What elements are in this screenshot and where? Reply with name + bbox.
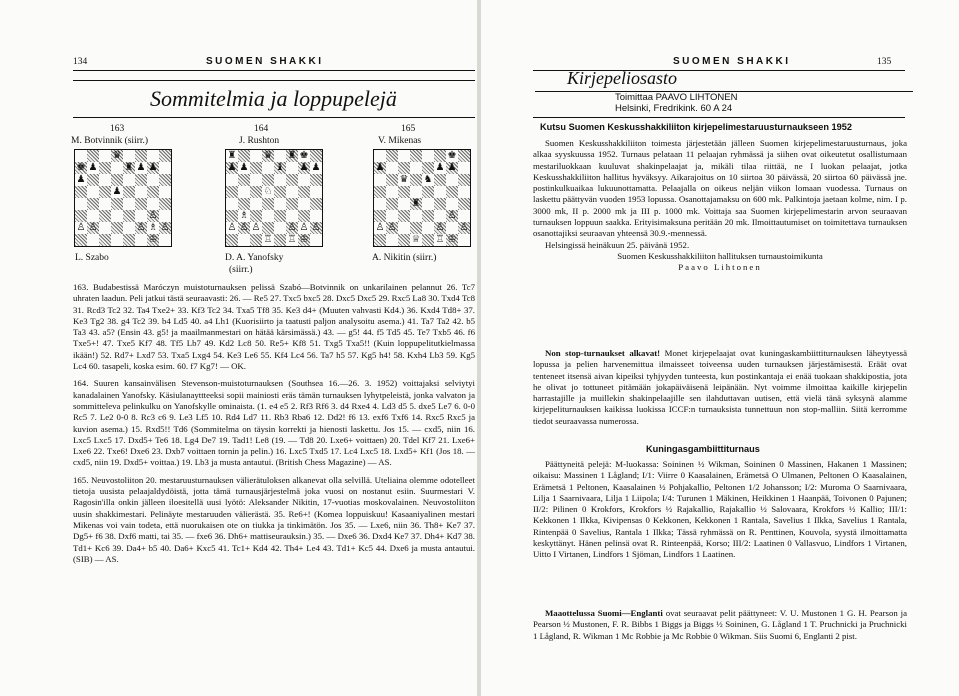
diagram-caption-top: M. Botvinnik (siirr.) <box>71 136 149 146</box>
chess-piece-icon: ♗ <box>148 222 158 233</box>
diagram-caption-top: V. Mikenas <box>378 136 422 146</box>
section-title: Sommitelmia ja loppupelejä <box>150 86 397 111</box>
kirjepeli-title: Kirjepeliosasto <box>567 68 678 88</box>
chess-piece-icon: ♟ <box>299 162 309 173</box>
diagram-caption-bottom: L. Szabo <box>75 253 109 263</box>
chess-piece-icon: ♜ <box>411 198 421 209</box>
paragraph: 165. Neuvostoliiton 20. mestaruusturnauksen välierätuloksen alkanevat olla selvillä. Uteliaina olemme odotelleet tietoja uusista pelaajaldydöistä, jotta tämä turnausjärjestelmä joka vuosi on nostanut esiin. Suurmestari V. Ragosin'illa onkin jälleen iloesitellä uusi lyötö: Aleksander Nikitin, 17-vuotias moskovalainen. Neuvostoliiton uusin shakkimestari. Pelinäyte mestaruuden välierästä. 35. Re6+! (Komea loppuiskuu! Kasaaniyalinen mestari Mikenas voi vain todeta, että nuorukaisen ote on tiukka ja tinkimätön. Jos 35. — Lxe6, niin 36. Th8+ Ke7 37. Dg5+ f6 38. Dxf6 matti, tai 35. — fxe6 36. Dh6+ mattiseurauksin.) 35. — Dxe6 36. Dxd4 Ke7 37. Dh4+ Kd7 38. Td1+ Kc6 39. Da4+ b5 40. Da6+ Kxc5 41. Tc1+ Kd4 42. Th4+ Le4 43. Td1+ Kc5 44. Dxe6 ja musta antautui. (SIB) — AS. <box>73 474 475 564</box>
heading: Maaottelussa Suomi—Englanti <box>545 608 663 618</box>
chess-piece-icon: ♙ <box>88 222 98 233</box>
article-body <box>533 608 907 642</box>
chess-piece-icon: ♙ <box>375 222 385 233</box>
diagram-caption-bottom: (siirr.) <box>229 265 253 275</box>
chess-piece-icon: ♙ <box>311 222 321 233</box>
diagram-number: 163 <box>110 124 125 134</box>
paragraph: Monet kirjepelaajat ovat kuningaskambiittiturnauksen läheytyessä lopussa ja pelien harvenemittua ilmaisseet toiveensa uuden turnauksen järjestämisestä. Eräät ovat tenteneet itsensä aivan kipeiksi tyhjyyden tunteesta, kun postinkantaja ei enää tuokaan shakkipostia, jota he olivat jo tottuneet pitämään jokapäiväisenä leipänään. Nyt voimme ilmoittaa kaikille kirjepelin harrastajille ja muillekin shakinpelaajille sen ilahduttavan uutisen, että vielä tänä syksynä alamme kirjepeliturnauksen kaikissa luokissa ICCF:n turnauksista tunnettuun non stop-malliin. Siitä kerromme tiedot seuraavassa numerossa. <box>533 348 908 426</box>
heading: Kuningasgambiittiturnaus <box>646 444 760 454</box>
paragraph: 163. Budabestissä Maróczyn muistoturnauksen pelissä Szabó—Botvinnik on unkarilainen pelannut 26. Tc7 uhraten laadun. Peli jatkui tästä seuraavasti: 26. — Re5 27. Txc5 bxc5 28. Dxc5 Dxc5 29. Rxc5 La8 30. Txd4 Tc8 31. Rcd3 Tc2 32. Ta4 Txe2+ 33. Kf3 Tc2 34. Txa5 Tf8 35. Ke3 d4+ (Muuten vahvasti Kd4.) 36. Kxd4 Td8+ 37. Ke3 Tg2 38. g4 Tc2 39. b4 Ld5 40. a4 Lh1 (Kuorisiirto ja taatusti paljon analysoitu asema.) 41. Ta7 Ta2 42. b5 Ta3 43. a5? (Ensin 43. g5! ja maailmanmestari on hätää kärsimässä.) 43. — g5! 44. f5 Td5 45. Te7 Txb5 46. f6 Txe5+! 47. Txe5 Kf7 48. Tf5 Lb7 49. Kd2 Lc8 50. Re5+ Kf8 51. Txg5 Txa5!! (Kuin loppupelitutkielmassa ikään!) 52. Rd7+ Lxd7 53. Txa5 Lxg4 54. Ke3 Le6 55. Kf4 Lc4 56. Ta7 h5 57. Kg5 h4! 58. Kxh4 Lb3 59. Kg5 Lc4 60. tasapeli, koska esim. 60. f7 Kg7! — OK. <box>73 282 476 372</box>
chess-piece-icon: ♟ <box>447 162 457 173</box>
chess-piece-icon: ♙ <box>435 222 445 233</box>
editor-line: Helsinki, Fredrikink. 60 A 24 <box>615 103 733 115</box>
paragraph: ovat seuraavat pelit päättyneet: V. U. Mustonen 1 G. H. Pearson ja Pearson ½ Mustonen, F. R. Bibbs 1 Biggs ja Biggs ½ Soininen, G. Lågland 1 T. Pruchnicki ja Pruchnicki 1 Lågland, R. Wikman 1 Mc Robbie ja Mc Robbie 0 Wikman. Siis Suomi 6, Englanti 2 pist. <box>533 608 908 641</box>
chess-piece-icon: ♖ <box>287 234 297 245</box>
chess-piece-icon: ♟ <box>136 162 146 173</box>
heading: Non stop-turnaukset alkavat! <box>545 348 661 358</box>
diagram-number: 164 <box>254 124 269 134</box>
chess-piece-icon: ♔ <box>447 234 457 245</box>
chess-piece-icon: ♚ <box>76 162 86 173</box>
diagram-caption-bottom: A. Nikitin (siirr.) <box>372 253 437 263</box>
chess-piece-icon: ♖ <box>435 234 445 245</box>
chess-piece-icon: ♘ <box>263 186 273 197</box>
page-number: 134 <box>73 57 88 67</box>
running-head: SUOMEN SHAKKI <box>673 56 791 67</box>
chess-piece-icon: ♜ <box>124 162 134 173</box>
article-body <box>533 348 907 427</box>
running-head: SUOMEN SHAKKI <box>206 56 324 67</box>
chess-piece-icon: ♙ <box>76 222 86 233</box>
editor-line: Toimittaa PAAVO LIHTONEN <box>615 92 738 103</box>
chess-piece-icon: ♙ <box>387 222 397 233</box>
chess-piece-icon: ♟ <box>227 162 237 173</box>
chess-piece-icon: ♙ <box>459 222 469 233</box>
paragraph: 164. Suuren kansainvälisen Stevenson-muistoturnauksen (Southsea 16.—26. 3. 1952) voittajaksi selviytyi kanadalainen Yanofsky. Käsiulanayttteeksi sopii mainiosti eräs tämän turnauksen lyhytpeleistä, jonka valvaton ja sommitteleva pelinkulku on Yanofskylle ominaista. (1. e4 e5 2. Rf3 Rf6 3. d4 Rxe4 4. Ld3 d5 5. dxe5 Le7 6. 0-0 Rc5 7. Le2 0-0 8. Rc3 c6 9. Le3 Lf5 10. Rd4 Ld7 11. Rb3 Rba6 12. Dd2! f6 13. exf6 Txf6 14. Rxc5 Rxc5 ja kuvion asema.) 15. Rxd5!! Td6 (Sommitelma on täysin korrekti ja hienosti laskettu. Jos 15. — cxd5, niin 16. Lxc5 Lxc5 17. Dxd5+ Te6 18. Lg4 De7 19. Tad1! Le8 (19. — Td8 20. Lxe6+ voittaen) 20. Tdel Kf7 21. Lxe6+ Lxe6 22. Txe6! Dxe6 23. Dxb7 voittaen tornin ja pelin.) 16. Lxc5 Txd5 17. Lc4 Lxc5 18. Lxd5+ Kf1 (Jos 18. — cxd5, niin 19. Dxd5+ voittaa.) 19. Lb3 ja musta antautui. (British Chess Magazine) — AS. <box>73 378 475 468</box>
paragraph: Päättyneitä pelejä: M-luokassa: Soininen ½ Wikman, Soininen 0 Massinen, Hakanen 1 Massinen; oikaisu: Massinen 1 Lågland; I/1: Viirre 0 Kaasalainen, Erämetsä O Ulmanen, Peltonen O Kaasalainen, Erämetsä 1 Peltonen, Kaasalainen ½ Pohjakallio, Peltonen 1/2 Johansson; I/2: Muroma O Saarnivaara, Lilja 1 Saarnivaara, Lilja 1 Liipola; I/4: Turunen 1 Mäkinen, Heikkinen 1 Haanpää, Toivonen 0 Pajunen; II/2: Pilinen 0 Krokfors, Krokfors ½ Rajakallio, Rajakallio ½ Salovaara, Krokfors ½ Kallio; III/1: Kekkonen 1 Ilkka, Kivipensas 0 Kekkonen, Kekkonen 1 Rantala, Savelius 1 Ilkka, Savelius 1 Rantala, Rintenpää 0 Savelius, Rantala 1 Ilkka; Tässä ryhmässä on R. Penttinen, Kouvola, syystä ilmoittamatta keskyttänyt. Hänen pelinsä ovat R. Rinteenpää, Korso; III/2: Laatinen 0 Vallasvuo, Lindfors 1 Virtanen, Uitto I Virtanen, Lindfors 1 Sjöman, Lindfors 1 Laatinen. <box>533 459 907 560</box>
chess-piece-icon: ♟ <box>112 186 122 197</box>
chess-piece-icon: ♟ <box>311 162 321 173</box>
article-body <box>533 138 907 274</box>
chess-piece-icon: ♜ <box>227 150 237 161</box>
chess-piece-icon: ♙ <box>227 222 237 233</box>
chess-piece-icon: ♔ <box>148 234 158 245</box>
chess-piece-icon: ♜ <box>287 150 297 161</box>
chess-piece-icon: ♙ <box>447 210 457 221</box>
article-body <box>533 459 907 561</box>
paragraph: Suomen Keskusshakkiliiton toimesta järjestetään jälleen Suomen kirjepelimestaruusturnaus, joka alkaa syyskuussa 1952. Turnaus pelataan 11 pelaajan ryhmässä ja siihen ovat oikeutetut osallistumaan mestariluokkaan kuuluvat shakinpelaajat ja, mikäli tilaa riittää, ne I luokan pelaajat, jotka Keskusshakkiliiton hallitus hyväksyy. Aikarajoitus on 10 siirtoa 30 päivässä, 20 siirtoa 60 päivässä jne. postinkulkuaikaa lukuunottamatta. Pelaajalla on oikeus neljän viikon lomaan vuodessa. Turnaus on laskettu päättyvän vuoden 1953 lopussa. Osanottajamaksu on 600 mk. Palkintoja jaetaan kolme, nim. I p. 3000 mk, II p. 2000 mk ja III p. 1000 mk. Voittaja saa Suomen kirjepelimestarin arvon seuraavan turnauksen loppuun saakka. Erityisimaksuna peritään 20 mk. Ilmoittautumiset on toimitettava turnauksen osanottajiksi seuraavan yhteensä 30.9.-mennessä. <box>533 138 907 239</box>
chess-piece-icon: ♟ <box>239 162 249 173</box>
section-rule <box>533 117 905 118</box>
chess-piece-icon: ♛ <box>263 150 273 161</box>
chess-piece-icon: ♞ <box>423 174 433 185</box>
diagram-caption-top: J. Rushton <box>239 136 280 146</box>
chess-piece-icon: ♙ <box>299 222 309 233</box>
chess-piece-icon: ♕ <box>411 234 421 245</box>
chess-piece-icon: ♛ <box>112 150 122 161</box>
chess-piece-icon: ♝ <box>275 162 285 173</box>
paragraph: Helsingissä heinäkuun 25. päivänä 1952. <box>545 239 690 250</box>
chess-piece-icon: ♚ <box>299 150 309 161</box>
chess-piece-icon: ♟ <box>435 162 445 173</box>
chess-piece-icon: ♛ <box>399 174 409 185</box>
chess-piece-icon: ♙ <box>287 222 297 233</box>
diagram-number: 165 <box>401 124 416 134</box>
chess-piece-icon: ♟ <box>76 174 86 185</box>
chess-piece-icon: ♙ <box>251 222 261 233</box>
chess-piece-icon: ♟ <box>148 162 158 173</box>
chess-piece-icon: ♗ <box>239 210 249 221</box>
chess-piece-icon: ♟ <box>375 162 385 173</box>
chess-piece-icon: ♚ <box>447 150 457 161</box>
diagram-caption-bottom: D. A. Yanofsky <box>225 253 284 263</box>
signature: Paavo Lihtonen <box>678 262 762 273</box>
page-number: 135 <box>877 57 892 67</box>
chess-piece-icon: ♔ <box>299 234 309 245</box>
heading: Kutsu Suomen Keskusshakkiliiton kirjepelimestaruusturnaukseen 1952 <box>540 122 852 132</box>
chess-piece-icon: ♙ <box>136 222 146 233</box>
paragraph: Suomen Keskusshakkiliiton hallituksen turnaustoimikunta <box>617 250 823 261</box>
chess-piece-icon: ♙ <box>239 222 249 233</box>
editor-info <box>615 92 737 114</box>
chess-piece-icon: ♟ <box>88 162 98 173</box>
chess-piece-icon: ♖ <box>263 234 273 245</box>
chess-piece-icon: ♙ <box>148 210 158 221</box>
chess-piece-icon: ♙ <box>160 222 170 233</box>
